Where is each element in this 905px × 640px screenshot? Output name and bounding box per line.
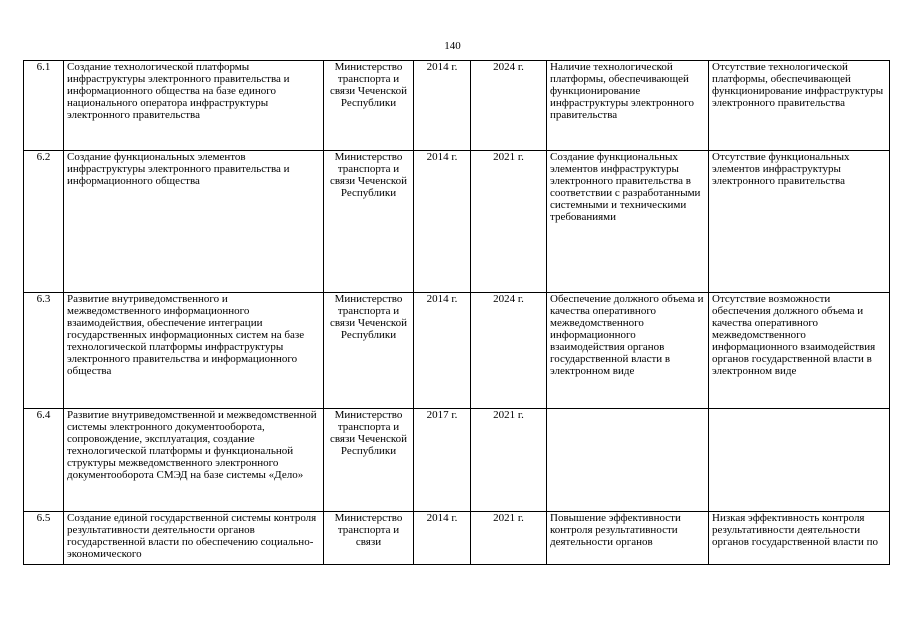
row-number: 6.1 bbox=[24, 61, 64, 151]
row-number: 6.5 bbox=[24, 512, 64, 565]
row-number: 6.3 bbox=[24, 293, 64, 409]
end-year: 2021 г. bbox=[471, 409, 547, 512]
consequence bbox=[709, 409, 890, 512]
end-year: 2021 г. bbox=[471, 512, 547, 565]
executor: Министерство транспорта и связи Чеченской Республики bbox=[324, 293, 414, 409]
expected-result: Создание функциональных элементов инфраструктуры электронного правительства в соответствии с разработанными системными и техническими требованиями bbox=[547, 151, 709, 293]
consequence: Отсутствие технологической платформы, обеспечивающей функционирование инфраструктуры электронного правительства bbox=[709, 61, 890, 151]
executor: Министерство транспорта и связи bbox=[324, 512, 414, 565]
executor: Министерство транспорта и связи Чеченской Республики bbox=[324, 61, 414, 151]
executor: Министерство транспорта и связи Чеченской Республики bbox=[324, 409, 414, 512]
expected-result: Обеспечение должного объема и качества оперативного межведомственного информационного взаимодействия органов государственной власти в электронном виде bbox=[547, 293, 709, 409]
row-number: 6.2 bbox=[24, 151, 64, 293]
consequence: Низкая эффективность контроля результативности деятельности органов государственной власти по bbox=[709, 512, 890, 565]
measure-name: Создание единой государственной системы контроля результативности деятельности органов государственной власти по обеспечению социально-экономического bbox=[64, 512, 324, 565]
measure-name: Развитие внутриведомственной и межведомственной системы электронного документооборота, сопровождение, эксплуатация, создание технологической платформы и функциональной структуры межведомственного электронного документооборота СМЭД на базе системы «Дело» bbox=[64, 409, 324, 512]
start-year: 2017 г. bbox=[414, 409, 471, 512]
expected-result: Наличие технологической платформы, обеспечивающей функционирование инфраструктуры электронного правительства bbox=[547, 61, 709, 151]
start-year: 2014 г. bbox=[414, 151, 471, 293]
measures-table bbox=[23, 60, 890, 565]
table-row bbox=[24, 409, 890, 512]
table-row bbox=[24, 151, 890, 293]
start-year: 2014 г. bbox=[414, 512, 471, 565]
start-year: 2014 г. bbox=[414, 293, 471, 409]
page-number: 140 bbox=[444, 40, 461, 52]
measure-name: Развитие внутриведомственного и межведомственного информационного взаимодействия, обеспечение интеграции государственных информационных систем на базе технологической платформы инфраструктуры электронного правительства и информационного общества bbox=[64, 293, 324, 409]
measure-name: Создание технологической платформы инфраструктуры электронного правительства и информационного общества на базе единого национального оператора инфраструктуры электронного правительства bbox=[64, 61, 324, 151]
end-year: 2024 г. bbox=[471, 61, 547, 151]
consequence: Отсутствие функциональных элементов инфраструктуры электронного правительства bbox=[709, 151, 890, 293]
row-number: 6.4 bbox=[24, 409, 64, 512]
end-year: 2021 г. bbox=[471, 151, 547, 293]
table-row bbox=[24, 512, 890, 565]
table-row bbox=[24, 61, 890, 151]
expected-result bbox=[547, 409, 709, 512]
expected-result: Повышение эффективности контроля результативности деятельности органов bbox=[547, 512, 709, 565]
consequence: Отсутствие возможности обеспечения должного объема и качества оперативного межведомственного информационного взаимодействия органов государственной власти в электронном виде bbox=[709, 293, 890, 409]
start-year: 2014 г. bbox=[414, 61, 471, 151]
table-row bbox=[24, 293, 890, 409]
end-year: 2024 г. bbox=[471, 293, 547, 409]
executor: Министерство транспорта и связи Чеченской Республики bbox=[324, 151, 414, 293]
measure-name: Создание функциональных элементов инфраструктуры электронного правительства и информационного общества bbox=[64, 151, 324, 293]
